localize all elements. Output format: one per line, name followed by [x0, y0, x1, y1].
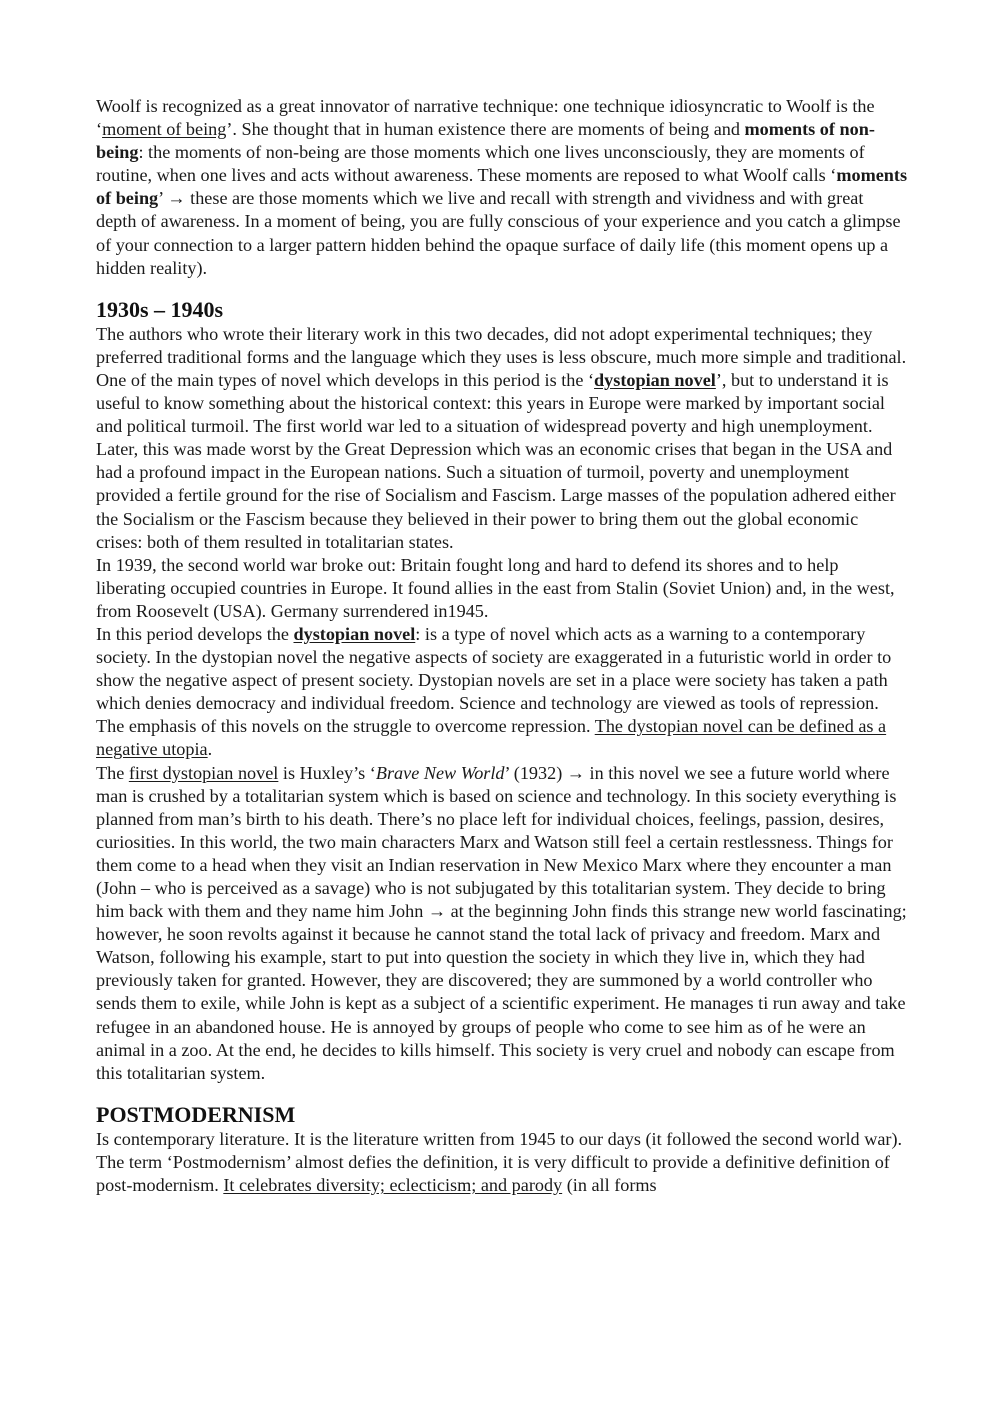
dystopian-novel-term: dystopian novel: [594, 369, 716, 390]
paragraph-second-world-war: In 1939, the second world war broke out: Britain fought long and hard to defend its shores and to help liberating occupied countries in Europe. It found allies in the east from Stalin (Soviet Union) and, in the west, from Roosevelt (USA). Germany surrendered in1945.: [96, 554, 895, 621]
diversity-eclecticism-parody: It celebrates diversity; eclecticism; and parody: [223, 1175, 563, 1196]
paragraph-brave-new-world: The first dystopian novel is Huxley’s ‘Brave New World’ (1932) → in this novel we see a future world where man is crushed by a totalitarian system which is based on science and technology. In this society everything is planned from man’s birth to his death. There’s no place left for individual choices, feelings, passion, desires, curiosities. In this world, the two main characters Marx and Watson still feel a certain restlessness. Things for them come to a head when they visit an Indian reservation in New Mexico Marx where they encounter a man (John – who is perceived as a savage) who is not subjugated by this totalitarian system. They decide to bring him back with them and they name him John → at the beginning John finds this strange new world fascinating; however, he soon revolts against it because he cannot stand the total lack of privacy and freedom. Marx and Watson, following his example, start to put into question the society in which they live in, which they had previously taken for granted. However, they are discovered; they are summoned by a world controller who sends them to exile, while John is kept as a subject of a scientific experiment. He manages ti run away and take refugee in an abandoned house. He is annoyed by groups of people who come to see him as of he were an animal in a zoo. At the end, he decides to kills himself. This society is very cruel and nobody can escape from this totalitarian system.: [96, 762, 907, 1083]
moments-non-being-term: moments of non-being: [96, 119, 875, 163]
moment-of-being-term: moment of being: [102, 119, 227, 140]
negative-utopia-definition: The dystopian novel can be defined as a negative utopia: [96, 716, 887, 760]
heading-1930s-1940s: 1930s – 1940s: [96, 296, 224, 322]
paragraph-dystopian-definition: In this period develops the dystopian novel: is a type of novel which acts as a warning to a contemporary society. In the dystopian novel the negative aspects of society are exaggerated in a futuristic world in order to show the negative aspect of present society. Dystopian novels are set in a place were society has taken a path which denies democracy and individual freedom. Science and technology are viewed as tools of repression. The emphasis of this novels on the struggle to overcome repression. The dystopian novel can be defined as a negative utopia.: [96, 623, 892, 760]
woolf-paragraph: Woolf is recognized as a great innovator of narrative technique: one technique idiosyncratic to Woolf is the ‘moment of being’. She thought that in human existence there are moments of being and moments of non-being: the moments of non-being are those moments which one lives unconsciously, they are moments of routine, when one lives and acts without awareness. These moments are reposed to what Woolf calls ‘moments of being’ → these are those moments which we live and recall with strength and vividness and with great depth of awareness. In a moment of being, you are fully conscious of your experience and you catch a glimpse of your connection to a larger pattern hidden behind the opaque surface of daily life (this moment opens up a hidden reality).: [96, 96, 908, 278]
document-page: [96, 95, 908, 1197]
paragraph-postmodernism: Is contemporary literature. It is the literature written from 1945 to our days (it followed the second world war). The term ‘Postmodernism’ almost defies the definition, it is very difficult to provide a definitive definition of post-modernism. It celebrates diversity; eclecticism; and parody (in all forms: [96, 1128, 903, 1196]
moments-of-being-term: moments of being: [96, 165, 908, 209]
paragraph-authors: The authors who wrote their literary work in this two decades, did not adopt experimental techniques; they preferred traditional forms and the language which they uses is less obscure, much more simple and traditional.: [96, 323, 907, 367]
first-dystopian-novel-term: first dystopian novel: [128, 762, 279, 783]
paragraph-dystopian-context: One of the main types of novel which develops in this period is the ‘dystopian novel’, but to understand it is useful to know something about the historical context: this years in Europe were marked by important social and political turmoil. The first world war led to a situation of widespread poverty and high unemployment. Later, this was made worst by the Great Depression which was an economic crises that began in the USA and had a profound impact in the European nations. Such a situation of turmoil, poverty and unemployment provided a fertile ground for the rise of Socialism and Fascism. Large masses of the population adhered either the Socialism or the Fascism because they believed in their power to bring them out the global economic crises: both of them resulted in totalitarian states.: [96, 369, 896, 552]
heading-postmodernism: POSTMODERNISM: [96, 1101, 296, 1127]
brave-new-world-title: Brave New World: [375, 762, 505, 783]
dystopian-novel-term-2: dystopian novel: [293, 623, 416, 644]
